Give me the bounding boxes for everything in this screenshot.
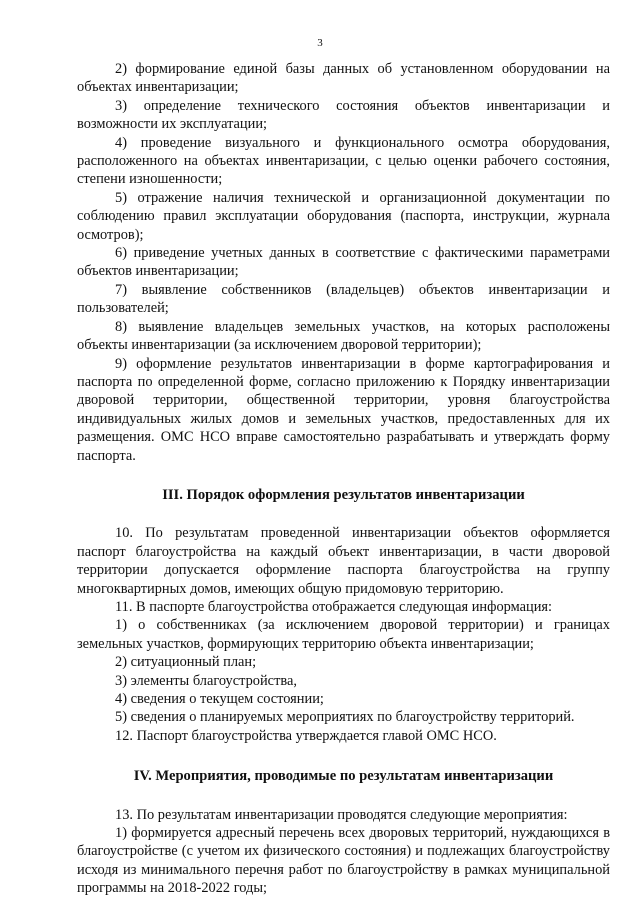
paragraph-12: 12. Паспорт благоустройства утверждается главой ОМС НСО. bbox=[115, 727, 497, 744]
list-item: 4) проведение визуального и функционального осмотра оборудования, расположенного на объектах инвентаризации, с целью оценки рабочего состояния, степени изношенности; bbox=[77, 134, 610, 188]
list-item: 1) о собственниках (за исключением дворовой территории) и границах земельных участков, формирующих территорию объекта инвентаризации; bbox=[77, 617, 610, 652]
list-item: 7) выявление собственников (владельцев) объектов инвентаризации и пользователей; bbox=[77, 281, 610, 317]
list-item: 4) сведения о текущем состоянии; bbox=[115, 691, 324, 707]
list-item: 5) отражение наличия технической и организационной документации по соблюдению правил эксплуатации оборудования (паспорта, инструкции, журнала осмотров); bbox=[77, 189, 610, 243]
list-item: 9) оформление результатов инвентаризации в форме картографирования и паспорта по определенной форме, согласно приложению к Порядку инвентаризации дворовой территории, общественной территории, уровня благоустройства индивидуальных жилых домов и земельных участков, предоставленных для их размещения. ОМС НСО вправе самостоятельно разрабатывать и утверждать форму паспорта. bbox=[77, 355, 610, 464]
paragraph-11: 11. В паспорте благоустройства отображается следующая информация: bbox=[115, 598, 553, 615]
paragraph-10: 10. По результатам проведенной инвентаризации объектов оформляется паспорт благоустройства на каждый объект инвентаризации, в части дворовой территории допускается оформление паспорта благоустройства на группу многоквартирных домов, имеющих общую придомовую территорию. bbox=[77, 525, 610, 597]
document-body bbox=[77, 60, 610, 898]
paragraph-13: 13. По результатам инвентаризации проводятся следующие мероприятия: bbox=[115, 806, 568, 823]
section-heading-iii: III. Порядок оформления результатов инвентаризации bbox=[162, 486, 525, 503]
list-item: 5) сведения о планируемых мероприятиях по благоустройству территорий. bbox=[115, 709, 575, 726]
list-item: 6) приведение учетных данных в соответствие с фактическими параметрами объектов инвентаризации; bbox=[77, 245, 610, 280]
list-item: 2) ситуационный план; bbox=[115, 654, 257, 671]
page-number: 3 bbox=[317, 37, 323, 49]
list-item: 3) элементы благоустройства, bbox=[115, 672, 297, 689]
list-item: 3) определение технического состояния объектов инвентаризации и возможности их эксплуатации; bbox=[77, 97, 610, 133]
section-heading-iv: IV. Мероприятия, проводимые по результатам инвентаризации bbox=[133, 768, 554, 785]
list-item: 1) формируется адресный перечень всех дворовых территорий, нуждающихся в благоустройстве (с учетом их физического состояния) и подлежащих благоустройству исходя из минимального перечня работ по благоустройству в рамках муниципальной программы на 2018-2022 годы; bbox=[77, 825, 610, 897]
list-item: 8) выявление владельцев земельных участков, на которых расположены объекты инвентаризации (за исключением дворовой территории); bbox=[77, 318, 610, 354]
list-item: 2) формирование единой базы данных об установленном оборудовании на объектах инвентаризации; bbox=[77, 61, 610, 96]
